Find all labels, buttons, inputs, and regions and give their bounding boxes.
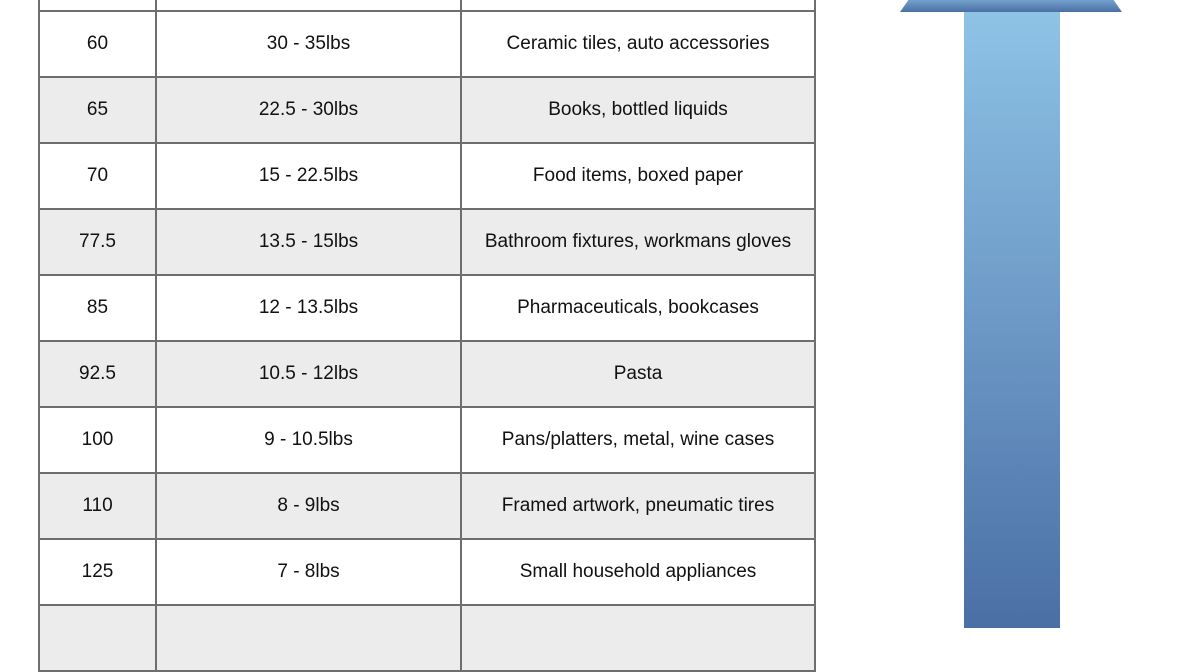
table-row (39, 11, 815, 77)
table-row (39, 407, 815, 473)
table-row (39, 275, 815, 341)
table-row (39, 77, 815, 143)
arrow-shaft (964, 12, 1060, 628)
class-cell: 110 (39, 473, 156, 539)
class-cell: 70 (39, 143, 156, 209)
weight-cell: 9 - 10.5lbs (156, 407, 461, 473)
class-cell (39, 605, 156, 671)
table-row (39, 209, 815, 275)
examples-cell: Pasta (461, 341, 815, 407)
class-cell (39, 0, 156, 11)
examples-cell: Small household appliances (461, 539, 815, 605)
examples-cell: Books, bottled liquids (461, 77, 815, 143)
weight-cell: 8 - 9lbs (156, 473, 461, 539)
table-row (39, 341, 815, 407)
table-row (39, 473, 815, 539)
weight-cell (156, 605, 461, 671)
weight-cell: 15 - 22.5lbs (156, 143, 461, 209)
examples-cell: Ceramic tiles, auto accessories (461, 11, 815, 77)
table-row (39, 143, 815, 209)
weight-cell: 13.5 - 15lbs (156, 209, 461, 275)
examples-cell: Bathroom fixtures, workmans gloves (461, 209, 815, 275)
arrow-head (900, 0, 1122, 12)
weight-cell: 10.5 - 12lbs (156, 341, 461, 407)
class-cell: 77.5 (39, 209, 156, 275)
class-cell: 100 (39, 407, 156, 473)
table-row (39, 605, 815, 671)
freight-class-table (38, 0, 816, 672)
class-cell: 85 (39, 275, 156, 341)
weight-cell: 12 - 13.5lbs (156, 275, 461, 341)
examples-cell: Framed artwork, pneumatic tires (461, 473, 815, 539)
examples-cell (461, 605, 815, 671)
up-arrow-icon (898, 0, 1126, 628)
weight-cell: 30 - 35lbs (156, 11, 461, 77)
class-cell: 125 (39, 539, 156, 605)
examples-cell: Pans/platters, metal, wine cases (461, 407, 815, 473)
weight-cell (156, 0, 461, 11)
weight-cell: 22.5 - 30lbs (156, 77, 461, 143)
class-cell: 92.5 (39, 341, 156, 407)
examples-cell (461, 0, 815, 11)
table-row (39, 539, 815, 605)
class-cell: 60 (39, 11, 156, 77)
weight-cell: 7 - 8lbs (156, 539, 461, 605)
table-row (39, 0, 815, 11)
examples-cell: Pharmaceuticals, bookcases (461, 275, 815, 341)
class-cell: 65 (39, 77, 156, 143)
examples-cell: Food items, boxed paper (461, 143, 815, 209)
